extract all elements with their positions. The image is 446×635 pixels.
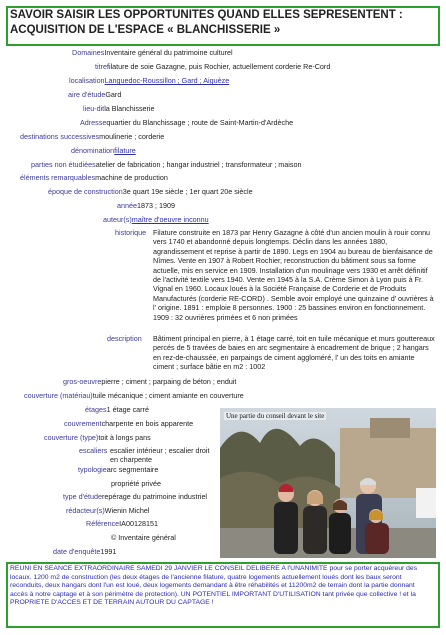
- field-label: aire d'étude: [68, 90, 106, 99]
- field-label: Référence: [86, 519, 120, 528]
- field-value: © Inventaire général: [111, 533, 176, 542]
- field-label: destinations successives: [20, 132, 100, 141]
- field-value: filature de soie Gazagne, puis Rochier, actuellement corderie Re-Cord: [106, 62, 331, 71]
- field-lieu-dit: [83, 104, 155, 113]
- historique-text: Filature construite en 1873 par Henry Gazagne à côté d'un ancien moulin à rouir connu vers 1740 et abandonné depuis longtemps. Déclin dans les années 1880, agrandissement et reprise à partir de 1890. Legs en 1904 au bureau de bienfaisance de Nîmes. Vente en 1907 à Robert Rochier, reconstruction du bâtiment sous sa forme actuelle, mis en service en 1909. Installation d'un moulinage vers 1930 et arrêt définitif de l'activité textile vers 1940. Vente en 1945 à la S.A. Crème Simon à Lyon puis à Fr. Vignal en 1960. Locaux loués à la Société Française de Corderie et de Produits Manufacturés (corderie RE-CORD) . Semble avoir employé une quinzaine d' ouvrières à l' origine. 1891 : emploie 8 personnes. 1900 : 25 bassines environ en fonctionnement. 1909 : 32 ouvrières primées et 6 non primées: [153, 228, 434, 322]
- page-title: SAVOIR SAISIR LES OPPORTUNITES QUAND ELLES SEPRESENTENT : ACQUISITION DE L'ESPACE « BLANCHISSERIE »: [10, 9, 403, 36]
- field-label: lieu-dit: [83, 104, 105, 113]
- field-value: propriété privée: [111, 479, 161, 488]
- field-value: la Blanchisserie: [104, 104, 155, 113]
- field-escaliers: [79, 446, 107, 455]
- field-label: couvrement: [64, 419, 102, 428]
- field-label: gros-oeuvre: [63, 377, 102, 386]
- auteur-link[interactable]: maître d'oeuvre inconnu: [131, 215, 209, 224]
- field-value: Gard: [105, 90, 122, 99]
- field-label: historique: [115, 228, 147, 237]
- field-value: tuile mécanique ; ciment amiante en couverture: [92, 391, 244, 400]
- field-auteur: [103, 215, 209, 224]
- field-propriete: [111, 479, 161, 488]
- field-value: 1991: [100, 547, 117, 556]
- field-description: [107, 334, 142, 343]
- field-label: dénomination: [71, 146, 115, 155]
- field-label: typologie: [78, 465, 107, 474]
- field-typologie: [78, 465, 158, 474]
- field-label: auteur(s): [103, 215, 132, 224]
- field-value: 3e quart 19e siècle ; 1er quart 20e siècle: [122, 187, 253, 196]
- field-label: époque de construction: [48, 187, 123, 196]
- field-label: éléments remarquables: [20, 173, 96, 182]
- field-adresse: [80, 118, 293, 127]
- field-value: atelier de fabrication ; hangar industriel ; transformateur ; maison: [95, 160, 302, 169]
- field-value: moulinerie ; corderie: [99, 132, 165, 141]
- field-label: année: [117, 201, 137, 210]
- field-value: toit à longs pans: [98, 433, 151, 442]
- field-value: 1 étage carré: [106, 405, 149, 414]
- group-photo-illustration: [220, 408, 436, 558]
- field-label: Domaines: [72, 48, 105, 57]
- description-text: Bâtiment principal en pierre, à 1 étage carré, toit en tuile mécanique et murs gouttereaux percés de 5 travées de baies en arc segmentaire à encadrement de brique ; 2 hangars en rez-de-chaussée, en parpaings de ciment aggloméré, l' un des toits en amiante ciment ; surface bâtie en m2 : 1002: [153, 334, 435, 372]
- denomination-link[interactable]: filature: [114, 146, 136, 155]
- field-localisation: [69, 76, 229, 85]
- field-titre: [95, 62, 330, 71]
- field-value: 1873 ; 1909: [137, 201, 175, 210]
- field-domaines: [72, 48, 233, 57]
- field-aire-etude: [68, 90, 121, 99]
- field-value: Wienin Michel: [104, 506, 150, 515]
- field-etages: [85, 405, 149, 414]
- field-label: parties non étudiées: [31, 160, 96, 169]
- field-redacteur: [66, 506, 150, 515]
- field-value: repérage du patrimoine industriel: [101, 492, 208, 501]
- group-photo: [220, 408, 436, 558]
- field-label: rédacteur(s): [66, 506, 105, 515]
- field-value: Inventaire général du patrimoine culturel: [104, 48, 233, 57]
- field-reference: [86, 519, 158, 528]
- field-gros-oeuvre: [63, 377, 236, 386]
- field-label: localisation: [69, 76, 105, 85]
- field-couverture-type: [44, 433, 151, 442]
- field-couvrement: [64, 419, 193, 428]
- localisation-link[interactable]: Languedoc-Roussillon ; Gard ; Aiguèze: [104, 76, 230, 85]
- field-parties-non-etudiees: [31, 160, 301, 169]
- field-copyright: [111, 533, 176, 542]
- field-value: IA00128151: [119, 519, 158, 528]
- field-date-enquete: [53, 547, 116, 556]
- field-label: Adresse: [80, 118, 107, 127]
- photo-caption: Une partie du conseil devant le site: [226, 412, 325, 420]
- field-value: arc segmentaire: [106, 465, 159, 474]
- field-couverture-materiau: [24, 391, 244, 400]
- field-value: quartier du Blanchissage ; route de Saint-Martin-d'Ardèche: [106, 118, 294, 127]
- field-label: type d'étude: [63, 492, 102, 501]
- field-label: description: [107, 334, 142, 343]
- footer-notice: REUNI EN SEANCE EXTRAORDINAIRE SAMEDI 29 JANVIER LE CONSEIL DELIBERE A l'UNANIMITE pour se porter acquéreur des locaux. 1200 m2 de construction (les deux étages de l'ancienne filature, quatre logements actuellement loués dont les baux seront reconduits, deux hangars dont l'un est loué, deux logements demandant à être réhabilités et 11200m2 de terrain dont la partie donnant accès à notre captage et à son périmètre de protection). UN POTENTIEL IMPORTANT D'UTILISATION tant privée que collective ! et la PROPRIETE D'ACCES ET DE TERRAIN AUTOUR DU CAPTAGE !: [10, 565, 418, 607]
- field-label: escaliers: [79, 446, 108, 455]
- field-annee: [117, 201, 175, 210]
- field-label: étages: [85, 405, 107, 414]
- field-historique: [115, 228, 146, 237]
- escaliers-text: escalier intérieur ; escalier droit en charpente: [110, 446, 210, 465]
- field-elements-remarquables: [20, 173, 168, 182]
- field-value: charpente en bois apparente: [101, 419, 194, 428]
- field-label: titre: [95, 62, 107, 71]
- field-label: date d'enquête: [53, 547, 101, 556]
- field-epoque: [48, 187, 253, 196]
- field-denomination: [71, 146, 136, 155]
- field-value: machine de production: [95, 173, 168, 182]
- field-label: couverture (matériau): [24, 391, 93, 400]
- field-destinations: [20, 132, 164, 141]
- field-type-etude: [63, 492, 207, 501]
- field-label: couverture (type): [44, 433, 99, 442]
- field-value: pierre ; ciment ; parpaing de béton ; enduit: [101, 377, 237, 386]
